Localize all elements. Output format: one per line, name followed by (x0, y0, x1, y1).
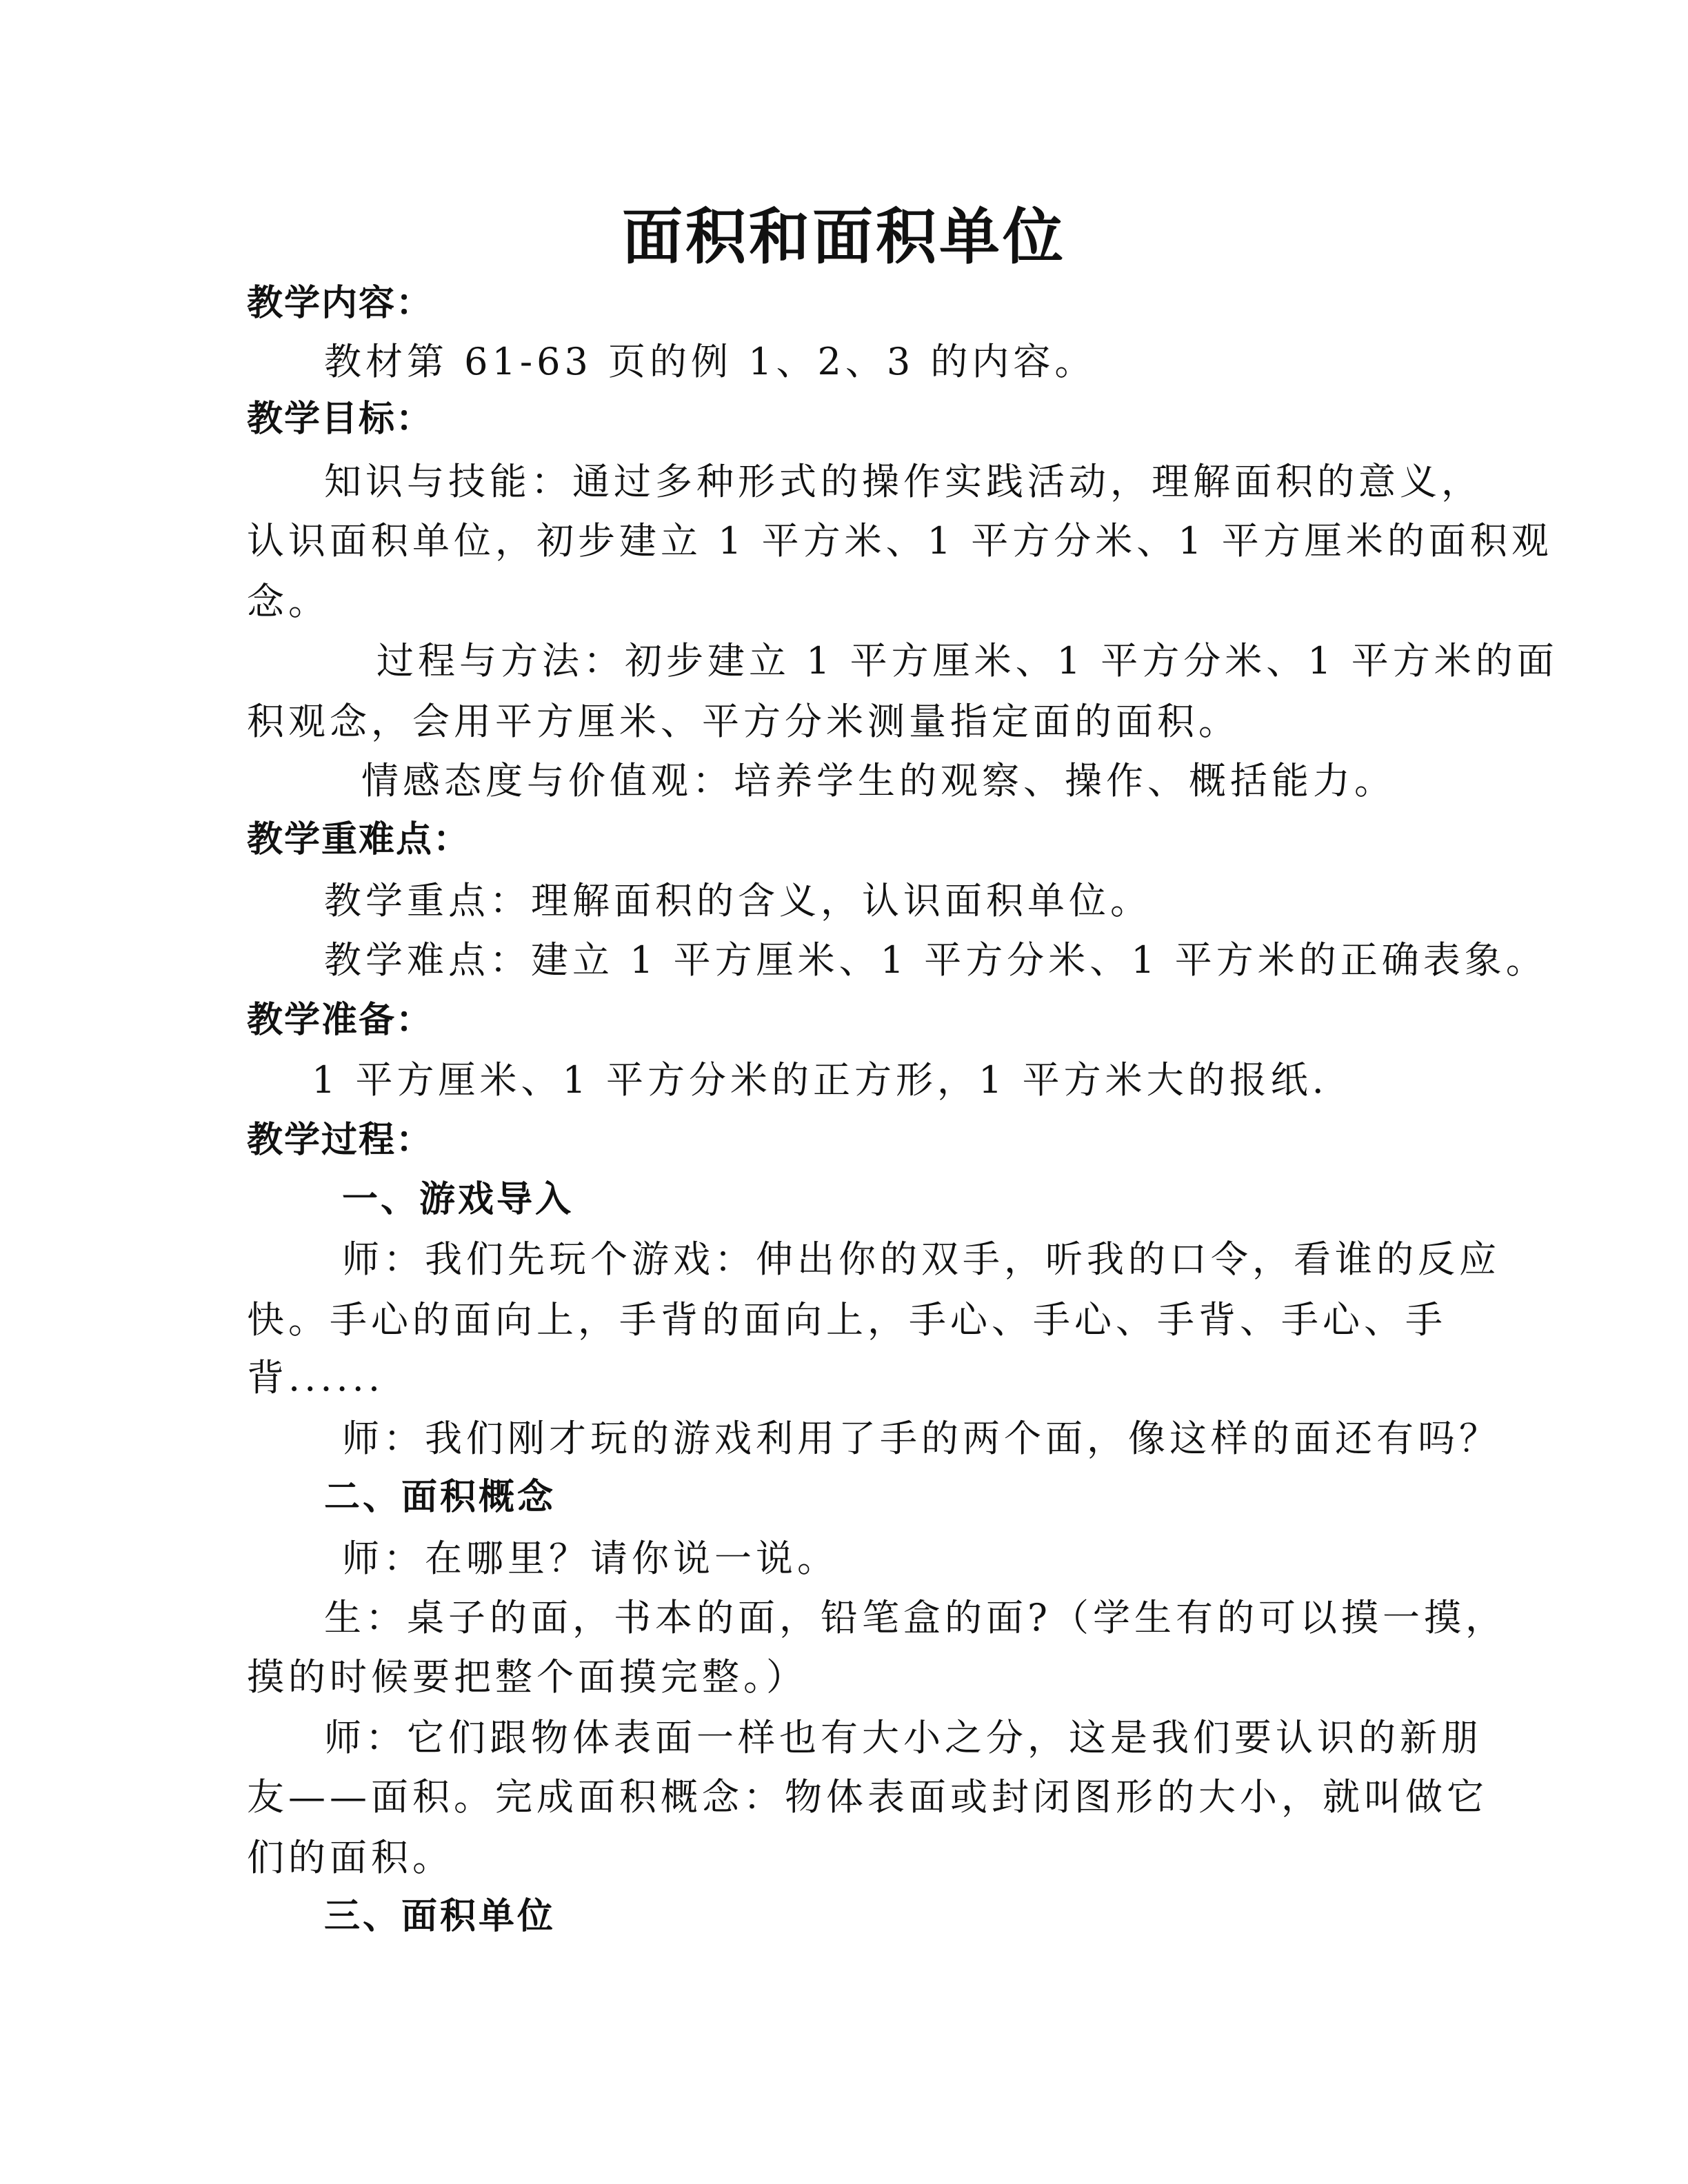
section-2-para-2-line-2: 摸的时候要把整个面摸完整。） (247, 1655, 807, 1699)
section-2-title: 二、面积概念 (324, 1477, 556, 1518)
section-1-title: 一、游戏导入 (342, 1179, 574, 1220)
section-2-para-3-line-1: 师：它们跟物体表面一样也有大小之分，这是我们要认识的新朋 (324, 1716, 1483, 1759)
preparation-text: 1 平方厘米、1 平方分米的正方形，1 平方米大的报纸. (312, 1058, 1328, 1102)
section-2-para-2-line-1: 生：桌子的面，书本的面，铅笔盒的面?（学生有的可以摸一摸， (324, 1596, 1507, 1639)
section-1-para-1-line-3: 背...... (247, 1356, 384, 1399)
heading-key-points: 教学重难点： (247, 819, 471, 860)
goal-knowledge-line-3: 念。 (247, 580, 330, 623)
key-point-difficulty: 教学难点：建立 1 平方厘米、1 平方分米、1 平方米的正确表象。 (324, 938, 1547, 982)
heading-process: 教学过程： (247, 1120, 434, 1161)
heading-preparation: 教学准备： (247, 1000, 434, 1041)
section-1-para-1-line-2: 快。手心的面向上，手背的面向上，手心、手心、手背、手心、手 (247, 1298, 1447, 1342)
goal-method-line-2: 积观念，会用平方厘米、平方分米测量指定面的面积。 (247, 700, 1240, 743)
section-1-para-2: 师：我们刚才玩的游戏利用了手的两个面，像这样的面还有吗？ (342, 1417, 1500, 1460)
section-1-para-1-line-1: 师：我们先玩个游戏：伸出你的双手，听我的口令，看谁的反应 (342, 1237, 1500, 1281)
content-text: 教材第 61-63 页的例 1、2、3 的内容。 (324, 340, 1096, 383)
heading-teaching-goals: 教学目标： (247, 398, 434, 440)
section-2-para-1: 师：在哪里？请你说一说。 (342, 1537, 838, 1580)
goal-knowledge-line-1: 知识与技能：通过多种形式的操作实践活动，理解面积的意义， (324, 460, 1483, 503)
section-2-para-3-line-2: 友——面积。完成面积概念：物体表面或封闭图形的大小，就叫做它 (247, 1775, 1488, 1819)
goal-knowledge-line-2: 认识面积单位，初步建立 1 平方米、1 平方分米、1 平方厘米的面积观 (247, 519, 1553, 563)
section-3-title: 三、面积单位 (324, 1896, 556, 1937)
heading-teaching-content: 教学内容： (247, 283, 434, 324)
key-point-focus: 教学重点：理解面积的含义，认识面积单位。 (324, 879, 1152, 922)
section-2-para-3-line-3: 们的面积。 (247, 1836, 454, 1879)
document-title: 面积和面积单位 (621, 201, 1066, 272)
goal-method-line-1: 过程与方法：初步建立 1 平方厘米、1 平方分米、1 平方米的面 (376, 639, 1558, 682)
goal-emotion: 情感态度与价值观：培养学生的观察、操作、概括能力。 (361, 759, 1396, 802)
